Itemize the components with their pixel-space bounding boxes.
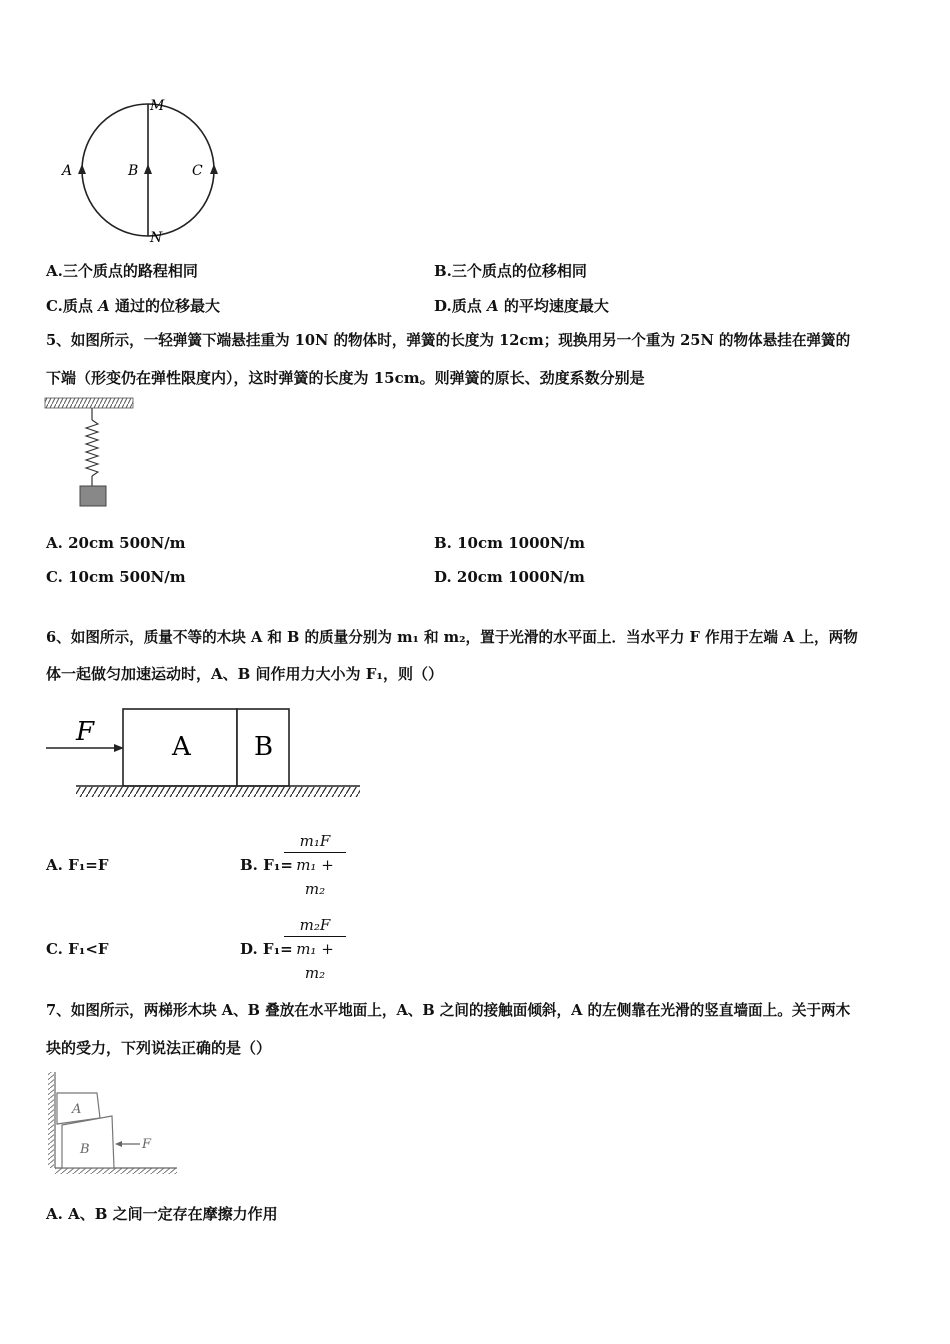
q6-line2: 体一起做匀加速运动时，A、B 间作用力大小为 F₁，则（） bbox=[46, 665, 443, 683]
q7-force-arrowhead bbox=[115, 1141, 122, 1147]
q6-option-b-prefix: B. F₁= bbox=[240, 856, 293, 874]
q6-label-A: A bbox=[172, 732, 191, 762]
q6-option-d-fraction bbox=[284, 914, 346, 982]
q6-option-d-numerator: m₂F bbox=[299, 916, 331, 934]
q6-option-a: A. F₁=F bbox=[46, 856, 109, 874]
q4-option-c bbox=[46, 295, 220, 316]
q7-line1: 7、如图所示，两梯形木块 A、B 叠放在水平地面上，A、B 之间的接触面倾斜，A 的左侧靠在光滑的竖直墙面上。关于两木 bbox=[46, 1002, 851, 1019]
q4-option-c-prefix: C.质点 bbox=[46, 297, 93, 315]
q7-trapezoid-figure bbox=[44, 1068, 184, 1176]
q7-label-F: F bbox=[142, 1137, 152, 1152]
q7-label-A: A bbox=[72, 1102, 82, 1117]
q7-ground-hatch bbox=[55, 1168, 177, 1174]
q4-option-c-suffix: 通过的位移最大 bbox=[115, 297, 221, 315]
q6-option-b-numerator: m₁F bbox=[299, 832, 331, 850]
q4-arrow-B bbox=[144, 164, 152, 174]
q4-option-b: B.三个质点的位移相同 bbox=[434, 262, 587, 280]
q5-spring-figure bbox=[44, 396, 136, 510]
q6-option-c: C. F₁<F bbox=[46, 940, 109, 958]
q4-label-A: A bbox=[62, 163, 73, 179]
q4-option-d-var: A bbox=[486, 297, 499, 315]
q6-option-b-fraction bbox=[284, 830, 346, 898]
q5-block bbox=[80, 486, 106, 506]
q5-line1: 5、如图所示，一轻弹簧下端悬挂重为 10N 的物体时，弹簧的长度为 12cm；现换用另一个重为 25N 的物体悬挂在弹簧的 bbox=[46, 332, 851, 349]
q7-line2: 块的受力，下列说法正确的是（） bbox=[46, 1039, 272, 1057]
q5-option-c: C. 10cm 500N/m bbox=[46, 568, 186, 586]
q6-label-B: B bbox=[254, 732, 274, 762]
q6-label-F: F bbox=[76, 717, 95, 747]
q4-option-d-suffix: 的平均速度最大 bbox=[503, 297, 609, 315]
q5-spring-coil bbox=[86, 420, 98, 476]
q5-ceiling bbox=[45, 398, 133, 408]
q7-label-B: B bbox=[80, 1142, 90, 1157]
q4-arrow-C bbox=[210, 164, 218, 174]
q4-label-N: N bbox=[150, 230, 163, 246]
q4-option-a: A.三个质点的路程相同 bbox=[46, 262, 198, 280]
q6-ground-hatch bbox=[76, 787, 360, 797]
q5-line2: 下端（形变仍在弹性限度内），这时弹簧的长度为 15cm。则弹簧的原长、劲度系数分别是 bbox=[46, 369, 645, 387]
q6-option-d-denominator: m₁ + m₂ bbox=[284, 936, 346, 961]
q6-line1: 6、如图所示，质量不等的木块 A 和 B 的质量分别为 m₁ 和 m₂，置于光滑的水平面上．当水平力 F 作用于左端 A 上，两物 bbox=[46, 629, 858, 646]
q4-option-c-var: A bbox=[98, 297, 110, 315]
q5-option-a: A. 20cm 500N/m bbox=[46, 534, 186, 552]
q4-option-d-prefix: D.质点 bbox=[434, 297, 482, 315]
q6-option-b-denominator: m₁ + m₂ bbox=[284, 852, 346, 877]
q4-label-M: M bbox=[150, 98, 165, 114]
q7-option-a: A. A、B 之间一定存在摩擦力作用 bbox=[46, 1205, 278, 1223]
q4-label-B: B bbox=[128, 163, 139, 179]
q6-blocks-figure bbox=[40, 704, 364, 802]
q4-option-d bbox=[434, 295, 609, 316]
q5-option-b: B. 10cm 1000N/m bbox=[434, 534, 586, 552]
q4-circle-figure bbox=[40, 96, 220, 248]
q4-arrow-A bbox=[78, 164, 86, 174]
q6-option-d-prefix: D. F₁= bbox=[240, 940, 293, 958]
q7-wall-hatch bbox=[48, 1072, 54, 1168]
q5-option-d: D. 20cm 1000N/m bbox=[434, 568, 585, 586]
q4-label-C: C bbox=[192, 163, 203, 179]
